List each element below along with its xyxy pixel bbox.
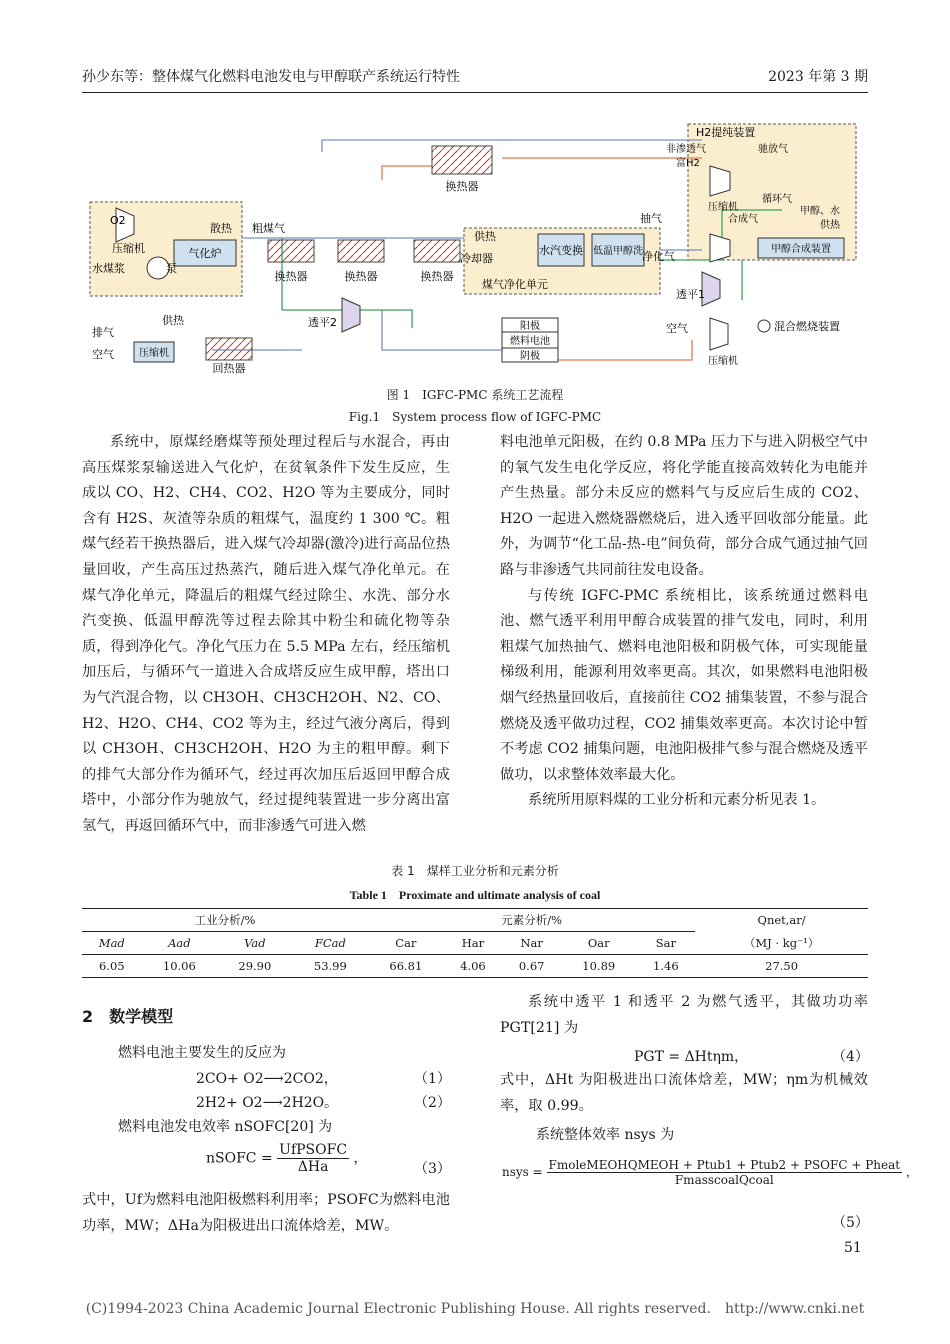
diagram-label: 驰放气 bbox=[758, 144, 788, 155]
diagram-label: 低温甲醇洗 bbox=[593, 246, 643, 257]
diagram-label: 煤气净化单元 bbox=[482, 278, 548, 291]
turbine-text bbox=[500, 990, 868, 1041]
section-heading: 2 数学模型 bbox=[82, 1007, 174, 1026]
mixed-combustor bbox=[758, 320, 770, 332]
table-cell: 66.81 bbox=[389, 959, 423, 973]
equation-number: （4） bbox=[832, 1049, 869, 1065]
equation-5 bbox=[502, 1158, 918, 1187]
diagram-label: 透平2 bbox=[308, 316, 337, 329]
equation-number: （5） bbox=[832, 1215, 869, 1231]
table-header: Sar bbox=[655, 936, 676, 950]
diagram-label: 换热器 bbox=[420, 270, 454, 283]
table-header: Mad bbox=[98, 936, 125, 950]
diagram-label: 甲醇、水 bbox=[800, 206, 840, 217]
table-group-header: 元素分析/% bbox=[368, 909, 695, 932]
diagram-label: 抽气 bbox=[640, 212, 662, 225]
equation-3 bbox=[206, 1142, 368, 1175]
diagram-label: 压缩机 bbox=[708, 356, 738, 367]
diagram-label: 混合燃烧装置 bbox=[774, 320, 840, 333]
table-cell: 1.46 bbox=[653, 959, 679, 973]
diagram-label: 粗煤气 bbox=[252, 222, 285, 235]
page-number: 51 bbox=[844, 1240, 862, 1256]
table-header: Har bbox=[461, 936, 485, 950]
issue-label: 2023 年第 3 期 bbox=[768, 69, 868, 85]
diagram-label: 换热器 bbox=[445, 180, 479, 193]
table-title-en: Table 1 Proximate and ultimate analysis of coal bbox=[349, 888, 601, 902]
table-group-header: Qnet,ar/ bbox=[757, 913, 806, 928]
diagram-label: 空气 bbox=[92, 348, 114, 361]
diagram-label: 循环气 bbox=[762, 194, 792, 205]
paragraph: 系统中透平 1 和透平 2 为燃气透平，其做功功率 PGT[21] 为 bbox=[500, 994, 868, 1036]
table-header: Vad bbox=[244, 936, 266, 950]
diagram-label: 压缩机 bbox=[112, 242, 145, 255]
system-efficiency-line: 系统整体效率 nsys 为 bbox=[536, 1127, 675, 1143]
figure-caption-en: Fig.1 System process flow of IGFC-PMC bbox=[348, 410, 602, 424]
diagram-label: 压缩机 bbox=[139, 348, 169, 359]
table-title-cn: 表 1 煤样工业分析和元素分析 bbox=[391, 864, 559, 878]
diagram-label: 供热 bbox=[474, 230, 496, 243]
running-title: 孙少东等：整体煤气化燃料电池发电与甲醇联产系统运行特性 bbox=[82, 69, 460, 85]
copyright-footer: (C)1994-2023 China Academic Journal Electronic Publishing House. All rights reserved. http://www.cnki.net bbox=[85, 1301, 865, 1317]
eq3-numerator: UfPSOFC bbox=[279, 1142, 348, 1158]
diagram-label: 气化炉 bbox=[188, 247, 222, 260]
diagram-label: 压缩机 bbox=[708, 202, 738, 213]
equation-number: （1） bbox=[414, 1071, 451, 1087]
diagram-label: 净化气 bbox=[642, 250, 675, 263]
eq5-lhs: nsys = bbox=[502, 1165, 543, 1179]
equation-number: （2） bbox=[414, 1095, 451, 1111]
process-flow-diagram bbox=[82, 110, 868, 378]
diagram-label: 空气 bbox=[666, 322, 688, 335]
eq5-tail: ， bbox=[905, 1165, 918, 1179]
table-cell: 10.89 bbox=[582, 959, 616, 973]
regenerator bbox=[206, 338, 252, 360]
header-rule bbox=[82, 92, 868, 93]
eq3-note bbox=[82, 1188, 450, 1239]
table-cell: 0.67 bbox=[518, 959, 545, 973]
table-group-header: 工业分析/% bbox=[82, 909, 368, 932]
diagram-label: 燃料电池 bbox=[510, 336, 550, 347]
diagram-label: 换热器 bbox=[274, 270, 308, 283]
paragraph: 系统所用原料煤的工业分析和元素分析见表 1。 bbox=[528, 792, 826, 809]
diagram-label: 水煤浆 bbox=[92, 262, 125, 275]
table-header: FCad bbox=[314, 936, 346, 950]
equation-4: PGT = ΔHtηm， bbox=[634, 1049, 749, 1065]
eq3-denominator: ΔHa bbox=[297, 1159, 329, 1175]
paragraph: 料电池单元阳极，在约 0.8 MPa 压力下与进入阴极空气中的氧气发生电化学反应，将化学能直接高效转化为电能并产生热量。部分未反应的燃料气与反应后生成的 CO2、H2O 一起进入燃烧器燃烧后，进入透平回收部分能量。此外，为调节“化工品-热-电”间负荷，部分合成气通过抽气回路与非渗透气共同前往发电设备。 bbox=[500, 434, 868, 578]
diagram-label: 合成气 bbox=[728, 214, 758, 225]
diagram-label: 非渗透气 bbox=[666, 144, 706, 155]
eq5-fraction bbox=[547, 1158, 903, 1187]
eq4-note bbox=[500, 1068, 868, 1119]
table-header: Nar bbox=[520, 936, 543, 950]
eq5-denominator: FmasscoalQcoal bbox=[674, 1173, 774, 1187]
table-cell: 27.50 bbox=[765, 959, 799, 973]
air-compressor-right bbox=[710, 318, 728, 350]
turbine-2 bbox=[342, 298, 360, 332]
eq3-tail: ， bbox=[353, 1150, 368, 1167]
paragraph: 系统中，原煤经磨煤等预处理过程后与水混合，再由高压煤浆泵输送进入气化炉，在贫氧条件下发生反应，生成以 CO、H2、CH4、CO2、H2O 等为主要成分，同时含有 H2S、灰渣等杂质的粗煤气，温度约 1 300 ℃。粗煤气经若干换热器后，进入煤气冷却器(激冷)进行高品位热量回收，产生高压过热蒸汽，随后进入煤气净化单元。在煤气净化单元，降温后的粗煤气经过除尘、水洗、部分水汽变换、低温甲醇洗等过程去除其中粉尘和硫化物等杂质，得到净化气。净化气压力在 5.5 MPa 左右，经压缩机加压后，与循环气一道进入合成塔反应生成甲醇，塔出口为气汽混合物，以 CH3OH、CH3CH2OH、N2、CO、H2、H2O、CH4、CO2 等为主，经过气液分离后，得到以 CH3OH、CH3CH2OH、H2O 为主的粗甲醇。剩下的排气大部分作为循环气，经过再次加压后返回甲醇合成塔中，小部分作为驰放气，经过提纯装置进一步分离出富氢气，再返回循环气中，而非渗透气可进入燃 bbox=[82, 434, 450, 834]
diagram-label: O2 bbox=[110, 214, 126, 227]
table-cell: 10.06 bbox=[162, 959, 196, 973]
table-cell: 29.90 bbox=[238, 959, 272, 973]
equation-1: 2CO+ O2⟶2CO2， bbox=[196, 1071, 338, 1087]
diagram-label: H2提纯装置 bbox=[696, 126, 756, 139]
diagram-label: 水汽变换 bbox=[539, 244, 583, 257]
table-header: Car bbox=[395, 936, 417, 950]
diagram-label: 透平1 bbox=[676, 288, 705, 301]
diagram-label: 阳极 bbox=[520, 321, 540, 332]
diagram-label: 阴极 bbox=[520, 351, 540, 362]
right-column bbox=[500, 430, 868, 814]
paragraph: 与传统 IGFC-PMC 系统相比，该系统通过燃料电池、燃气透平利用甲醇合成装置的排气发电，同时，利用粗煤气加热抽气、燃料电池阳极和阴极气体，可实现能量梯级利用，能源利用效率更高。其次，如果燃料电池阳极烟气经热量回收后，直接前往 CO2 捕集装置，不参与混合燃烧及透平做功过程，CO2 捕集效率更高。本次讨论中暂不考虑 CO2 捕集问题，电池阳极排气参与混合燃烧及透平做功，以求整体效率最大化。 bbox=[500, 587, 868, 783]
equation-number: （3） bbox=[414, 1161, 451, 1177]
eq5-numerator: FmoleMEOHQMEOH + Ptub1 + Ptub2 + PSOFC + Pheat bbox=[548, 1158, 901, 1172]
paragraph: 式中，Uf为燃料电池阳极燃料利用率；PSOFC为燃料电池功率，MW；ΔHa为阳极进出口流体焓差，MW。 bbox=[82, 1192, 450, 1234]
table-cell: 4.06 bbox=[460, 959, 486, 973]
diagram-label: 散热 bbox=[210, 222, 232, 235]
diagram-label: 供热 bbox=[820, 220, 840, 231]
heat-exchanger-top bbox=[432, 146, 492, 174]
paragraph: 式中，ΔHt 为阳极进出口流体焓差，MW；ηm为机械效率，取 0.99。 bbox=[500, 1072, 868, 1114]
coal-analysis-table bbox=[82, 908, 868, 978]
heat-exchanger-1 bbox=[268, 240, 314, 262]
diagram-label: 甲醇合成装置 bbox=[771, 244, 831, 255]
eq3-lhs: nSOFC = bbox=[206, 1150, 273, 1167]
table-cell: 53.99 bbox=[313, 959, 347, 973]
diagram-label: 供热 bbox=[162, 314, 184, 327]
eq3-fraction bbox=[277, 1142, 349, 1175]
diagram-label: 冷却器 bbox=[460, 252, 493, 265]
left-column bbox=[82, 430, 450, 840]
diagram-label: 排气 bbox=[92, 326, 114, 339]
diagram-label: 换热器 bbox=[344, 270, 378, 283]
figure-caption-cn: 图 1 IGFC-PMC 系统工艺流程 bbox=[386, 388, 564, 402]
table-header: Aad bbox=[168, 936, 191, 950]
table-header: （MJ · kg⁻¹） bbox=[743, 935, 820, 950]
diagram-label: 泵 bbox=[166, 262, 177, 275]
table-cell: 6.05 bbox=[98, 959, 125, 973]
sofc-efficiency-line: 燃料电池发电效率 nSOFC[20] 为 bbox=[118, 1119, 333, 1135]
equation-2: 2H2+ O2⟶2H2O。 bbox=[196, 1095, 339, 1111]
heat-exchanger-3 bbox=[414, 240, 460, 262]
table-header: Oar bbox=[587, 936, 610, 950]
reaction-intro: 燃料电池主要发生的反应为 bbox=[118, 1045, 286, 1061]
diagram-label: 回热器 bbox=[212, 362, 246, 375]
diagram-label: 富H2 bbox=[676, 158, 700, 169]
heat-exchanger-2 bbox=[338, 240, 384, 262]
